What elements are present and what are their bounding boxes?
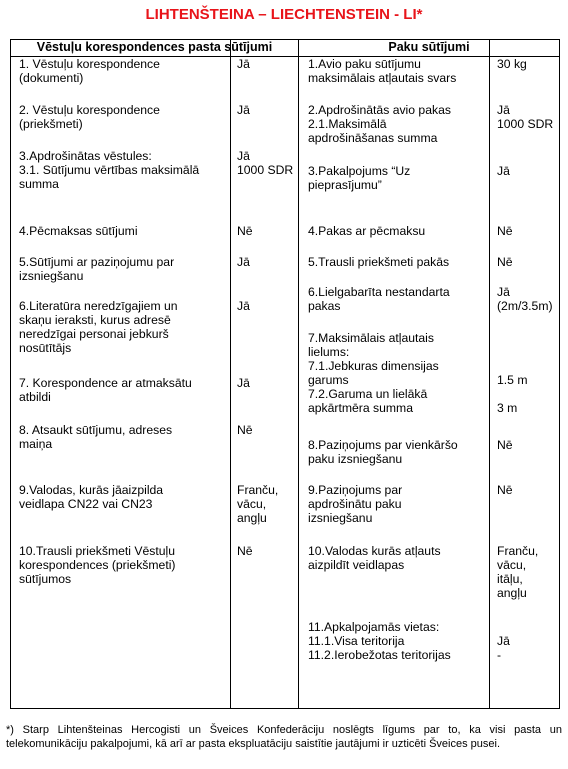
letters-label: 2. Vēstuļu korespondence (priekšmeti)	[19, 103, 160, 131]
letters-value: Nē	[237, 423, 253, 437]
parcels-label: 3.Pakalpojums “Uz pieprasījumu”	[308, 164, 411, 192]
parcels-label: 4.Pakas ar pēcmaksu	[308, 224, 426, 238]
column-divider	[298, 40, 299, 708]
parcels-value: 1.5 m 3 m	[497, 373, 528, 415]
parcels-value: Jā	[497, 164, 510, 178]
parcels-label: 6.Lielgabarīta nestandarta pakas	[308, 285, 450, 313]
letters-value: Jā	[237, 376, 250, 390]
parcels-label: 8.Paziņojums par vienkāršo paku izsniegšanu	[308, 438, 458, 466]
letters-value: Jā 1000 SDR	[237, 149, 294, 177]
parcels-label: 1.Avio paku sūtījumu maksimālais atļautais svars	[308, 57, 457, 85]
letters-value: Jā	[237, 103, 250, 117]
parcels-label: 10.Valodas kurās atļauts aizpildīt veidlapas	[308, 544, 441, 572]
parcels-value: Jā (2m/3.5m)	[497, 285, 553, 313]
letters-value: Franču, vācu, angļu	[237, 483, 279, 525]
parcels-label: 5.Trausli priekšmeti pakās	[308, 255, 450, 269]
parcels-value: Nē	[497, 224, 513, 238]
parcels-label: 2.Apdrošinātās avio pakas 2.1.Maksimālā apdrošināšanas summa	[308, 103, 451, 145]
letters-value: Jā	[237, 299, 250, 313]
parcels-value: Nē	[497, 483, 513, 497]
parcels-value: Jā -	[497, 634, 510, 662]
parcels-label: 11.Apkalpojamās vietas: 11.1.Visa teritorija 11.2.Ierobežotas teritorijas	[308, 620, 451, 662]
services-table	[10, 39, 560, 709]
letters-value: Nē	[237, 544, 253, 558]
parcels-value: 30 kg	[497, 57, 527, 71]
letters-label: 9.Valodas, kurās jāaizpilda veidlapa CN22 vai CN23	[19, 483, 164, 511]
letters-label: 7. Korespondence ar atmaksātu atbildi	[19, 376, 192, 404]
letters-header: Vēstuļu korespondences pasta sūtījumi	[11, 40, 298, 57]
letters-label: 8. Atsaukt sūtījumu, adreses maiņa	[19, 423, 173, 451]
parcels-label: 7.Maksimālais atļautais lielums: 7.1.Jebkuras dimensijas garums 7.2.Garuma un lielākā apkārtmēra summa	[308, 331, 439, 415]
column-divider	[489, 40, 490, 708]
parcels-value: Nē	[497, 255, 513, 269]
letters-label: 1. Vēstuļu korespondence (dokumenti)	[19, 57, 160, 85]
letters-value: Nē	[237, 224, 253, 238]
parcels-value: Franču, vācu, itāļu, angļu	[497, 544, 539, 600]
letters-label: 3.Apdrošinātas vēstules: 3.1. Sūtījumu vērtības maksimālā summa	[19, 149, 200, 191]
column-divider	[230, 40, 231, 708]
parcels-value: Nē	[497, 438, 513, 452]
parcels-header: Paku sūtījumi	[298, 40, 560, 57]
footnote: *) Starp Lihtenšteinas Hercogisti un Šveices Konfederāciju noslēgts līgums par to, ka visi pasta un telekomunikāciju pakalpojumi, kā arī ar pasta ekspluatāciju saistītie jautājumi ir uzticēti Šveices pusei.	[6, 724, 562, 750]
page-title: LIHTENŠTEINA – LIECHTENSTEIN - LI*	[145, 6, 423, 23]
parcels-label: 9.Paziņojums par apdrošinātu paku izsniegšanu	[308, 483, 403, 525]
letters-label: 5.Sūtījumi ar paziņojumu par izsniegšanu	[19, 255, 175, 283]
letters-value: Jā	[237, 57, 250, 71]
letters-label: 6.Literatūra neredzīgajiem un skaņu ieraksti, kurus adresē neredzīgai personai jebkurš nosūtītājs	[19, 299, 178, 355]
letters-label: 4.Pēcmaksas sūtījumi	[19, 224, 138, 238]
letters-label: 10.Trausli priekšmeti Vēstuļu korespondences (priekšmeti) sūtījumos	[19, 544, 176, 586]
parcels-value: Jā 1000 SDR	[497, 103, 554, 131]
letters-value: Jā	[237, 255, 250, 269]
